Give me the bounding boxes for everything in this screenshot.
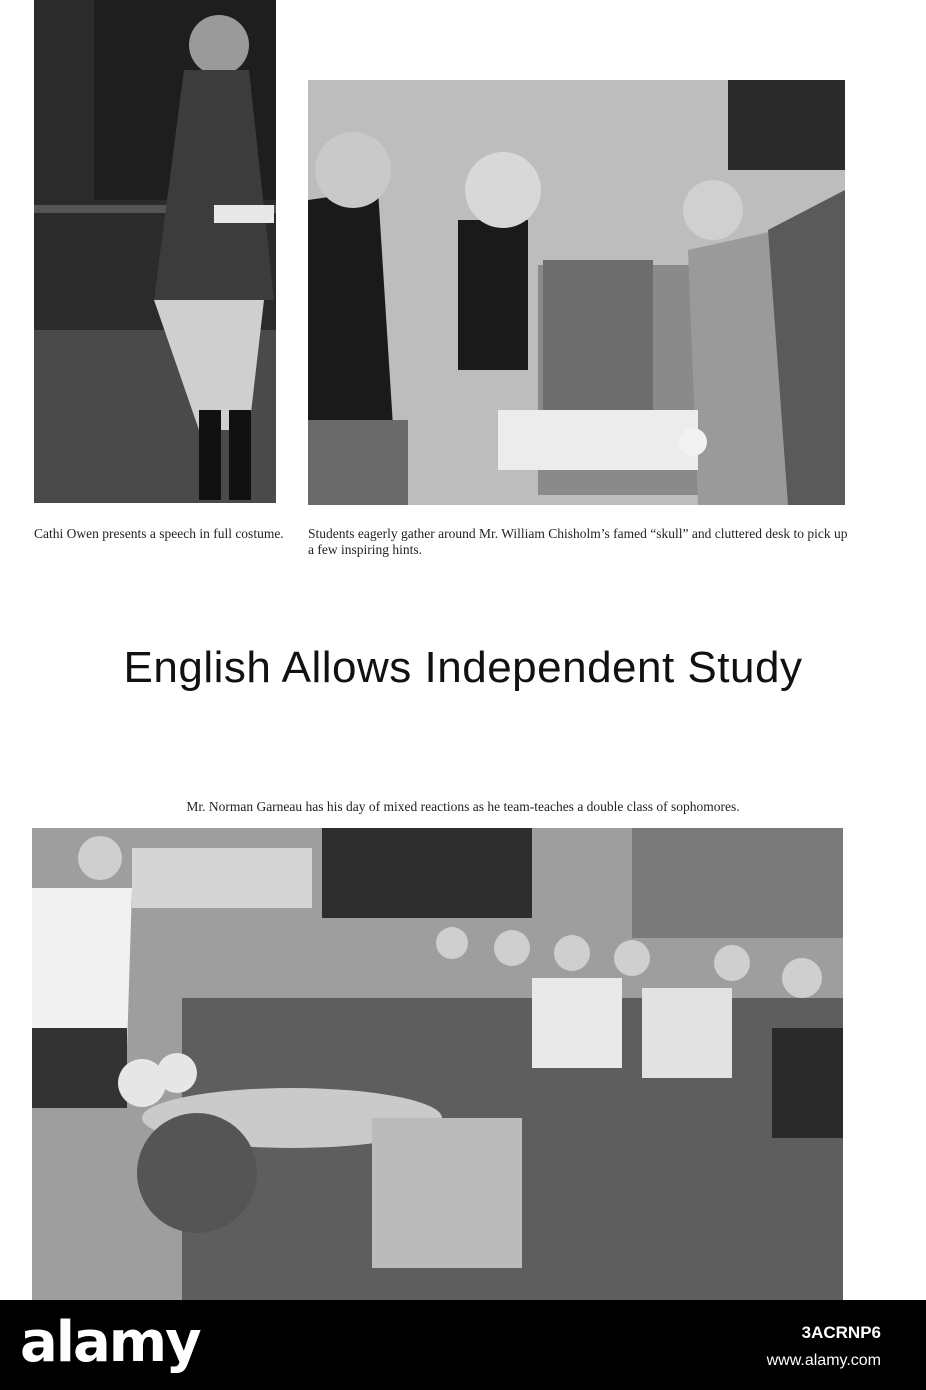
photo-classroom	[32, 828, 843, 1300]
alamy-logo: alamy	[20, 1310, 200, 1375]
photo-caption: Students eagerly gather around Mr. William Chisholm’s famed “skull” and cluttered desk to pick up a few inspiring hints.	[308, 526, 848, 557]
page-title: English Allows Independent Study	[123, 643, 803, 692]
photo-caption: Cathi Owen presents a speech in full costume.	[34, 526, 284, 541]
site-url: www.alamy.com	[766, 1352, 881, 1369]
image-id: 3ACRNP6	[801, 1323, 881, 1342]
photo-teacher-desk	[308, 80, 845, 505]
photo-student-speech	[34, 0, 276, 503]
photo-caption: Mr. Norman Garneau has his day of mixed reactions as he team-teaches a double class of sophomores.	[186, 799, 740, 814]
